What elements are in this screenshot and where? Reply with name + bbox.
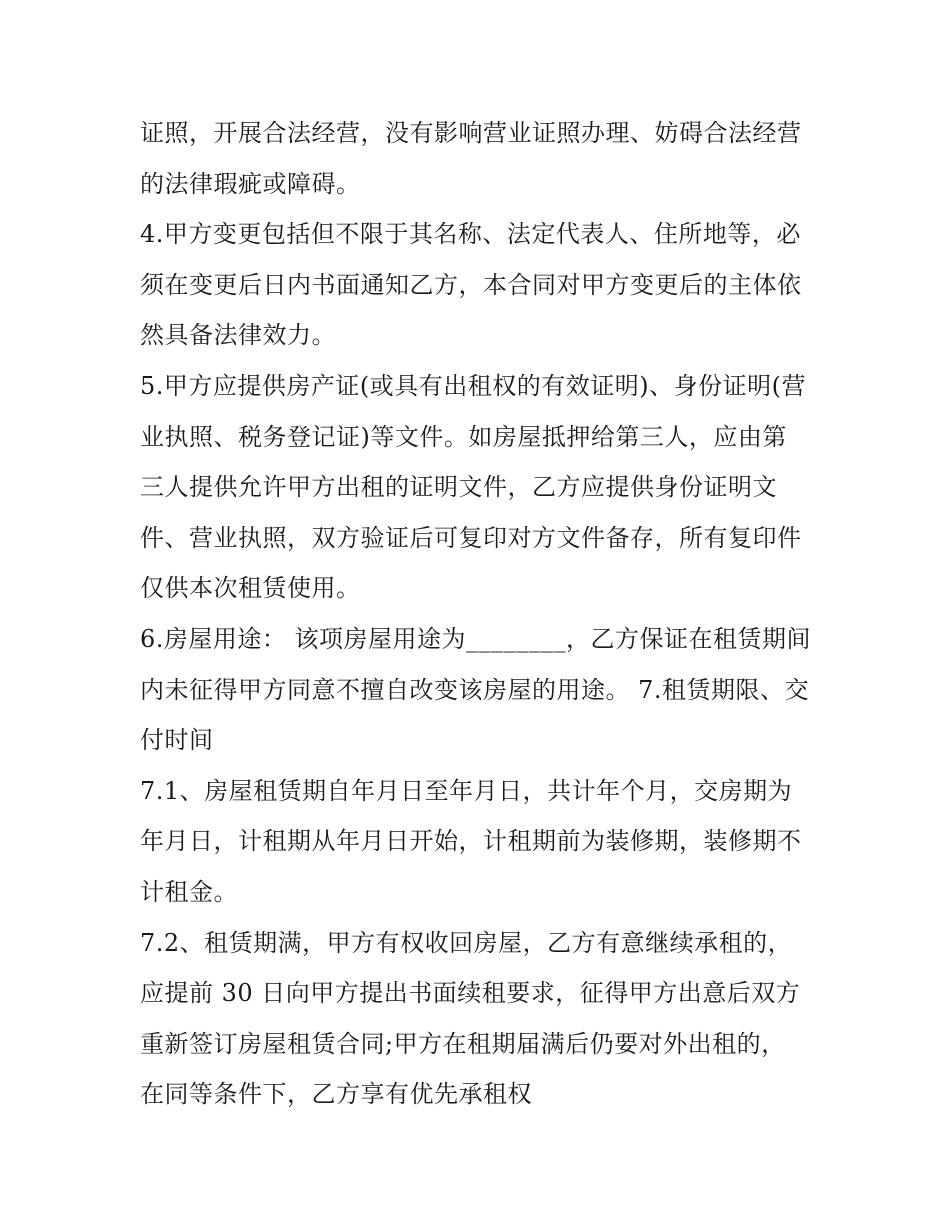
text-line: 5.甲方应提供房产证(或具有出租权的有效证明)、身份证明(营 (140, 371, 806, 400)
text-line: 然具备法律效力。 (140, 321, 336, 350)
text-line: 4.甲方变更包括但不限于其名称、法定代表人、住所地等，必 (140, 220, 801, 249)
text-line: 付时间 (140, 726, 214, 755)
text-line: 在同等条件下，乙方享有优先承租权 (140, 1080, 532, 1109)
text-line: 应提前 30 日向甲方提出书面续租要求，征得甲方出意后双方 (140, 979, 801, 1008)
text-line: 业执照、税务登记证)等文件。如房屋抵押给第三人，应由第 (140, 422, 787, 451)
text-line: 年月日，计租期从年月日开始，计租期前为装修期，装修期不 (140, 827, 802, 856)
text-line: 7.1、房屋租赁期自年月日至年月日，共计年个月，交房期为 (140, 776, 793, 805)
text-line: 计租金。 (140, 877, 238, 906)
text-line: 重新签订房屋租赁合同;甲方在租期届满后仍要对外出租的， (140, 1029, 786, 1058)
text-line: 三人提供允许甲方出租的证明文件，乙方应提供身份证明文 (140, 473, 777, 502)
text-line: 内未征得甲方同意不擅自改变该房屋的用途。 7.租赁期限、交 (140, 675, 810, 704)
text-line: 须在变更后日内书面通知乙方，本合同对甲方变更后的主体依 (140, 270, 802, 299)
text-line: 件、营业执照，双方验证后可复印对方文件备存，所有复印件 (140, 523, 802, 552)
text-line: 7.2、租赁期满，甲方有权收回房屋，乙方有意继续承租的， (140, 928, 793, 957)
text-line: 的法律瑕疵或障碍。 (140, 169, 361, 198)
text-line: 6.房屋用途： 该项房屋用途为________，乙方保证在租赁期间 (140, 624, 812, 653)
text-line: 证照，开展合法经营，没有影响营业证照办理、妨碍合法经营 (140, 119, 802, 147)
document-body (140, 108, 830, 1120)
text-line: 仅供本次租赁使用。 (140, 574, 361, 603)
